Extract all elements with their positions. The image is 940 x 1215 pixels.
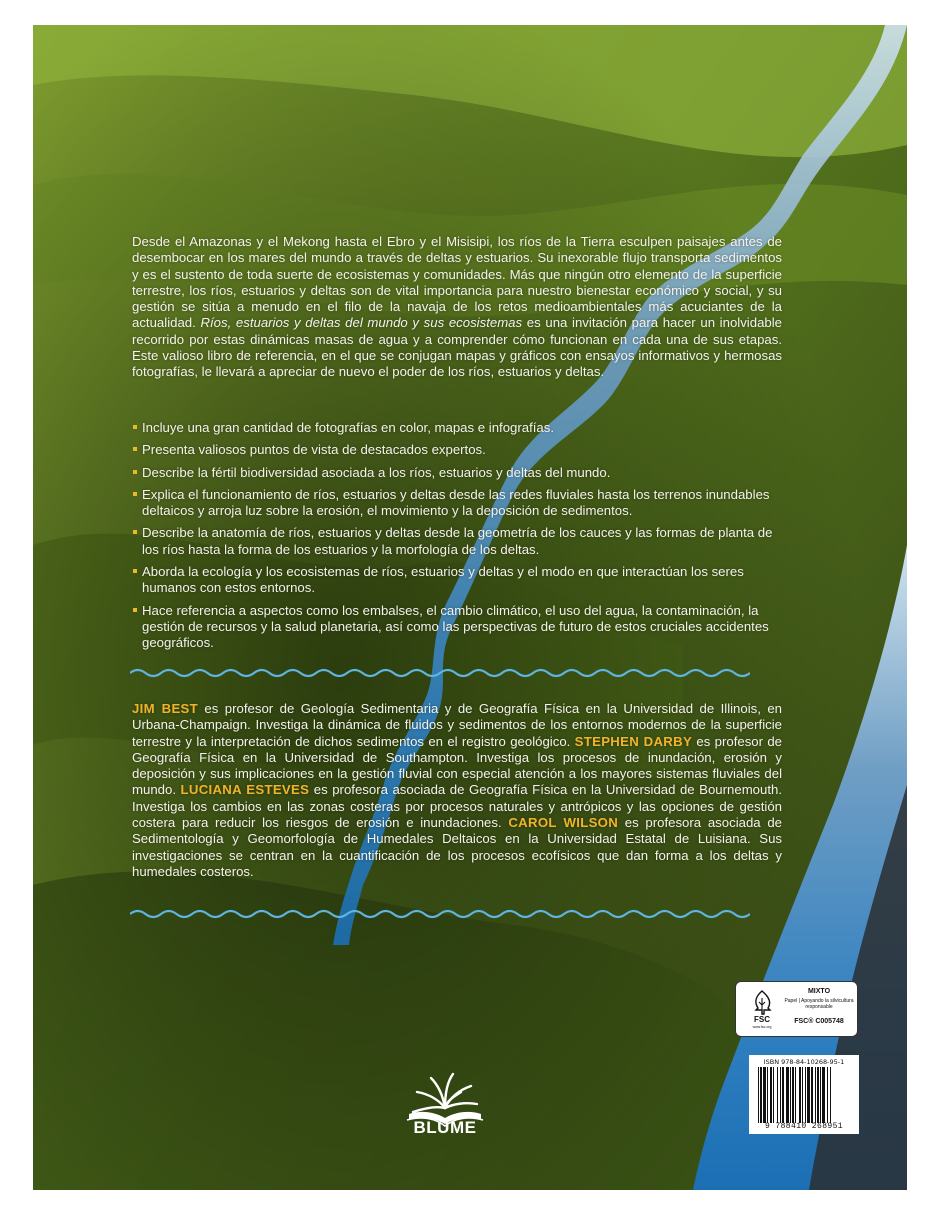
description-text-2: es una invitación para hacer un inolvidable recorrido por estas dinámicas masas de agua y a comprender cómo funcionan en cada una de sus etapas. Este valioso libro de referencia, en el que se conjugan mapas y gráficos con ensayos informativos y hermosas fotografías, le llevará a apreciar de nuevo el poder de los ríos, estuarios y deltas.: [132, 315, 783, 380]
isbn-barcode: [749, 1055, 859, 1134]
list-item: Describe la fértil biodiversidad asociada a los ríos, estuarios y deltas del mundo.: [132, 465, 782, 481]
list-item: Presenta valiosos puntos de vista de destacados expertos.: [132, 442, 782, 458]
fsc-certification-label: [735, 981, 858, 1037]
authors-bio: [132, 701, 782, 880]
author-name: JIM BEST: [132, 701, 198, 716]
book-title-italic: Ríos, estuarios y deltas del mundo y sus ecosistemas: [200, 315, 523, 331]
author-name: CAROL WILSON: [508, 815, 619, 831]
feature-list: [132, 420, 782, 658]
fsc-url: www.fsc.org: [752, 1025, 772, 1029]
list-item: Describe la anatomía de ríos, estuarios y deltas desde la geometría de los cauces y las formas de planta de los ríos hasta la forma de los estuarios y la morfología de los deltas.: [132, 525, 782, 558]
author-name: LUCIANA ESTEVES: [180, 782, 310, 798]
list-item: Explica el funcionamiento de ríos, estuarios y deltas desde las redes fluviales hasta los terrenos inundables deltaicos y arroja luz sobre la erosión, el movimiento y la deposición de sedimentos.: [132, 487, 782, 520]
book-description: [132, 234, 782, 381]
author-name: STEPHEN DARBY: [574, 733, 693, 749]
fsc-description: Papel | Apoyando la silvicultura responsable: [784, 998, 854, 1010]
publisher-name: BLUME: [413, 1118, 477, 1137]
description-text-1: Desde el Amazonas y el Mekong hasta el Ebro y el Misisipi, los ríos de la Tierra esculpen paisajes antes de desembocar en los mares del mundo a través de deltas y estuarios. Su inexorable flujo transporta sedimentos y es el sustento de toda suerte de ecosistemas y comunidades. Más que ningún otro elemento de la superficie terrestre, los ríos, estuarios y deltas son de vital importancia para nuestro bienestar económico y social, y su gestión se sitúa a menudo en el filo de la navaja de los retos medioambientales más acuciantes de la actualidad.: [132, 234, 782, 331]
author-bio: es profesor de Geografía Física en la Universidad de Southampton. Investiga los procesos de inundación, erosión y deposición y sus implicaciones en la gestión fluvial con especial atención a los mayores sistemas fluviales del mundo.: [132, 733, 783, 798]
list-item: Incluye una gran cantidad de fotografías en color, mapas e infografías.: [132, 420, 782, 436]
author-bio: es profesor de Geología Sedimentaria y de Geografía Física en la Universidad de Illinois, en Urbana-Champaign. Investiga la dinámica de fluidos y sedimentos de los entornos modernos de la superficie terrestre y la interpretación de dichos sedimentos en el registro geológico.: [132, 701, 783, 749]
fsc-tree-logo: [746, 988, 778, 1030]
author-bio: es profesora asociada de Sedimentología y Geomorfología de Humedales Deltaicos en la Universidad Estatal de Luisiana. Sus investigaciones se centran en la cuantificación de los procesos ecofísicos que dan forma a los deltas y humedales costeros.: [132, 815, 782, 879]
fsc-title: MIXTO: [807, 988, 831, 995]
fsc-code: FSC® C005748: [794, 1018, 844, 1025]
isbn-text: ISBN 978-84-10268-95-1: [763, 1058, 845, 1066]
list-item: Hace referencia a aspectos como los embalses, el cambio climático, el uso del agua, la contaminación, la gestión de recursos y la salud planetaria, así como las perspectivas de futuro de estos cruciales accidentes geográficos.: [132, 603, 782, 652]
ean-number: 9 788410 268951: [764, 1122, 843, 1131]
wave-divider: [130, 667, 750, 679]
fsc-logo-text: FSC: [754, 1015, 770, 1024]
author-bio: es profesora asociada de Geografía Física en la Universidad de Bournemouth. Investiga los cambios en las zonas costeras por procesos naturales y antrópicos y las opciones de gestión costera para reducir los riesgos de erosión e inundaciones.: [132, 782, 783, 831]
book-back-cover: [33, 25, 907, 1190]
wave-divider: [130, 908, 750, 920]
barcode-bars: [758, 1067, 854, 1123]
list-item: Aborda la ecología y los ecosistemas de ríos, estuarios y deltas y el modo en que interactúan los seres humanos con estos entornos.: [132, 564, 782, 597]
